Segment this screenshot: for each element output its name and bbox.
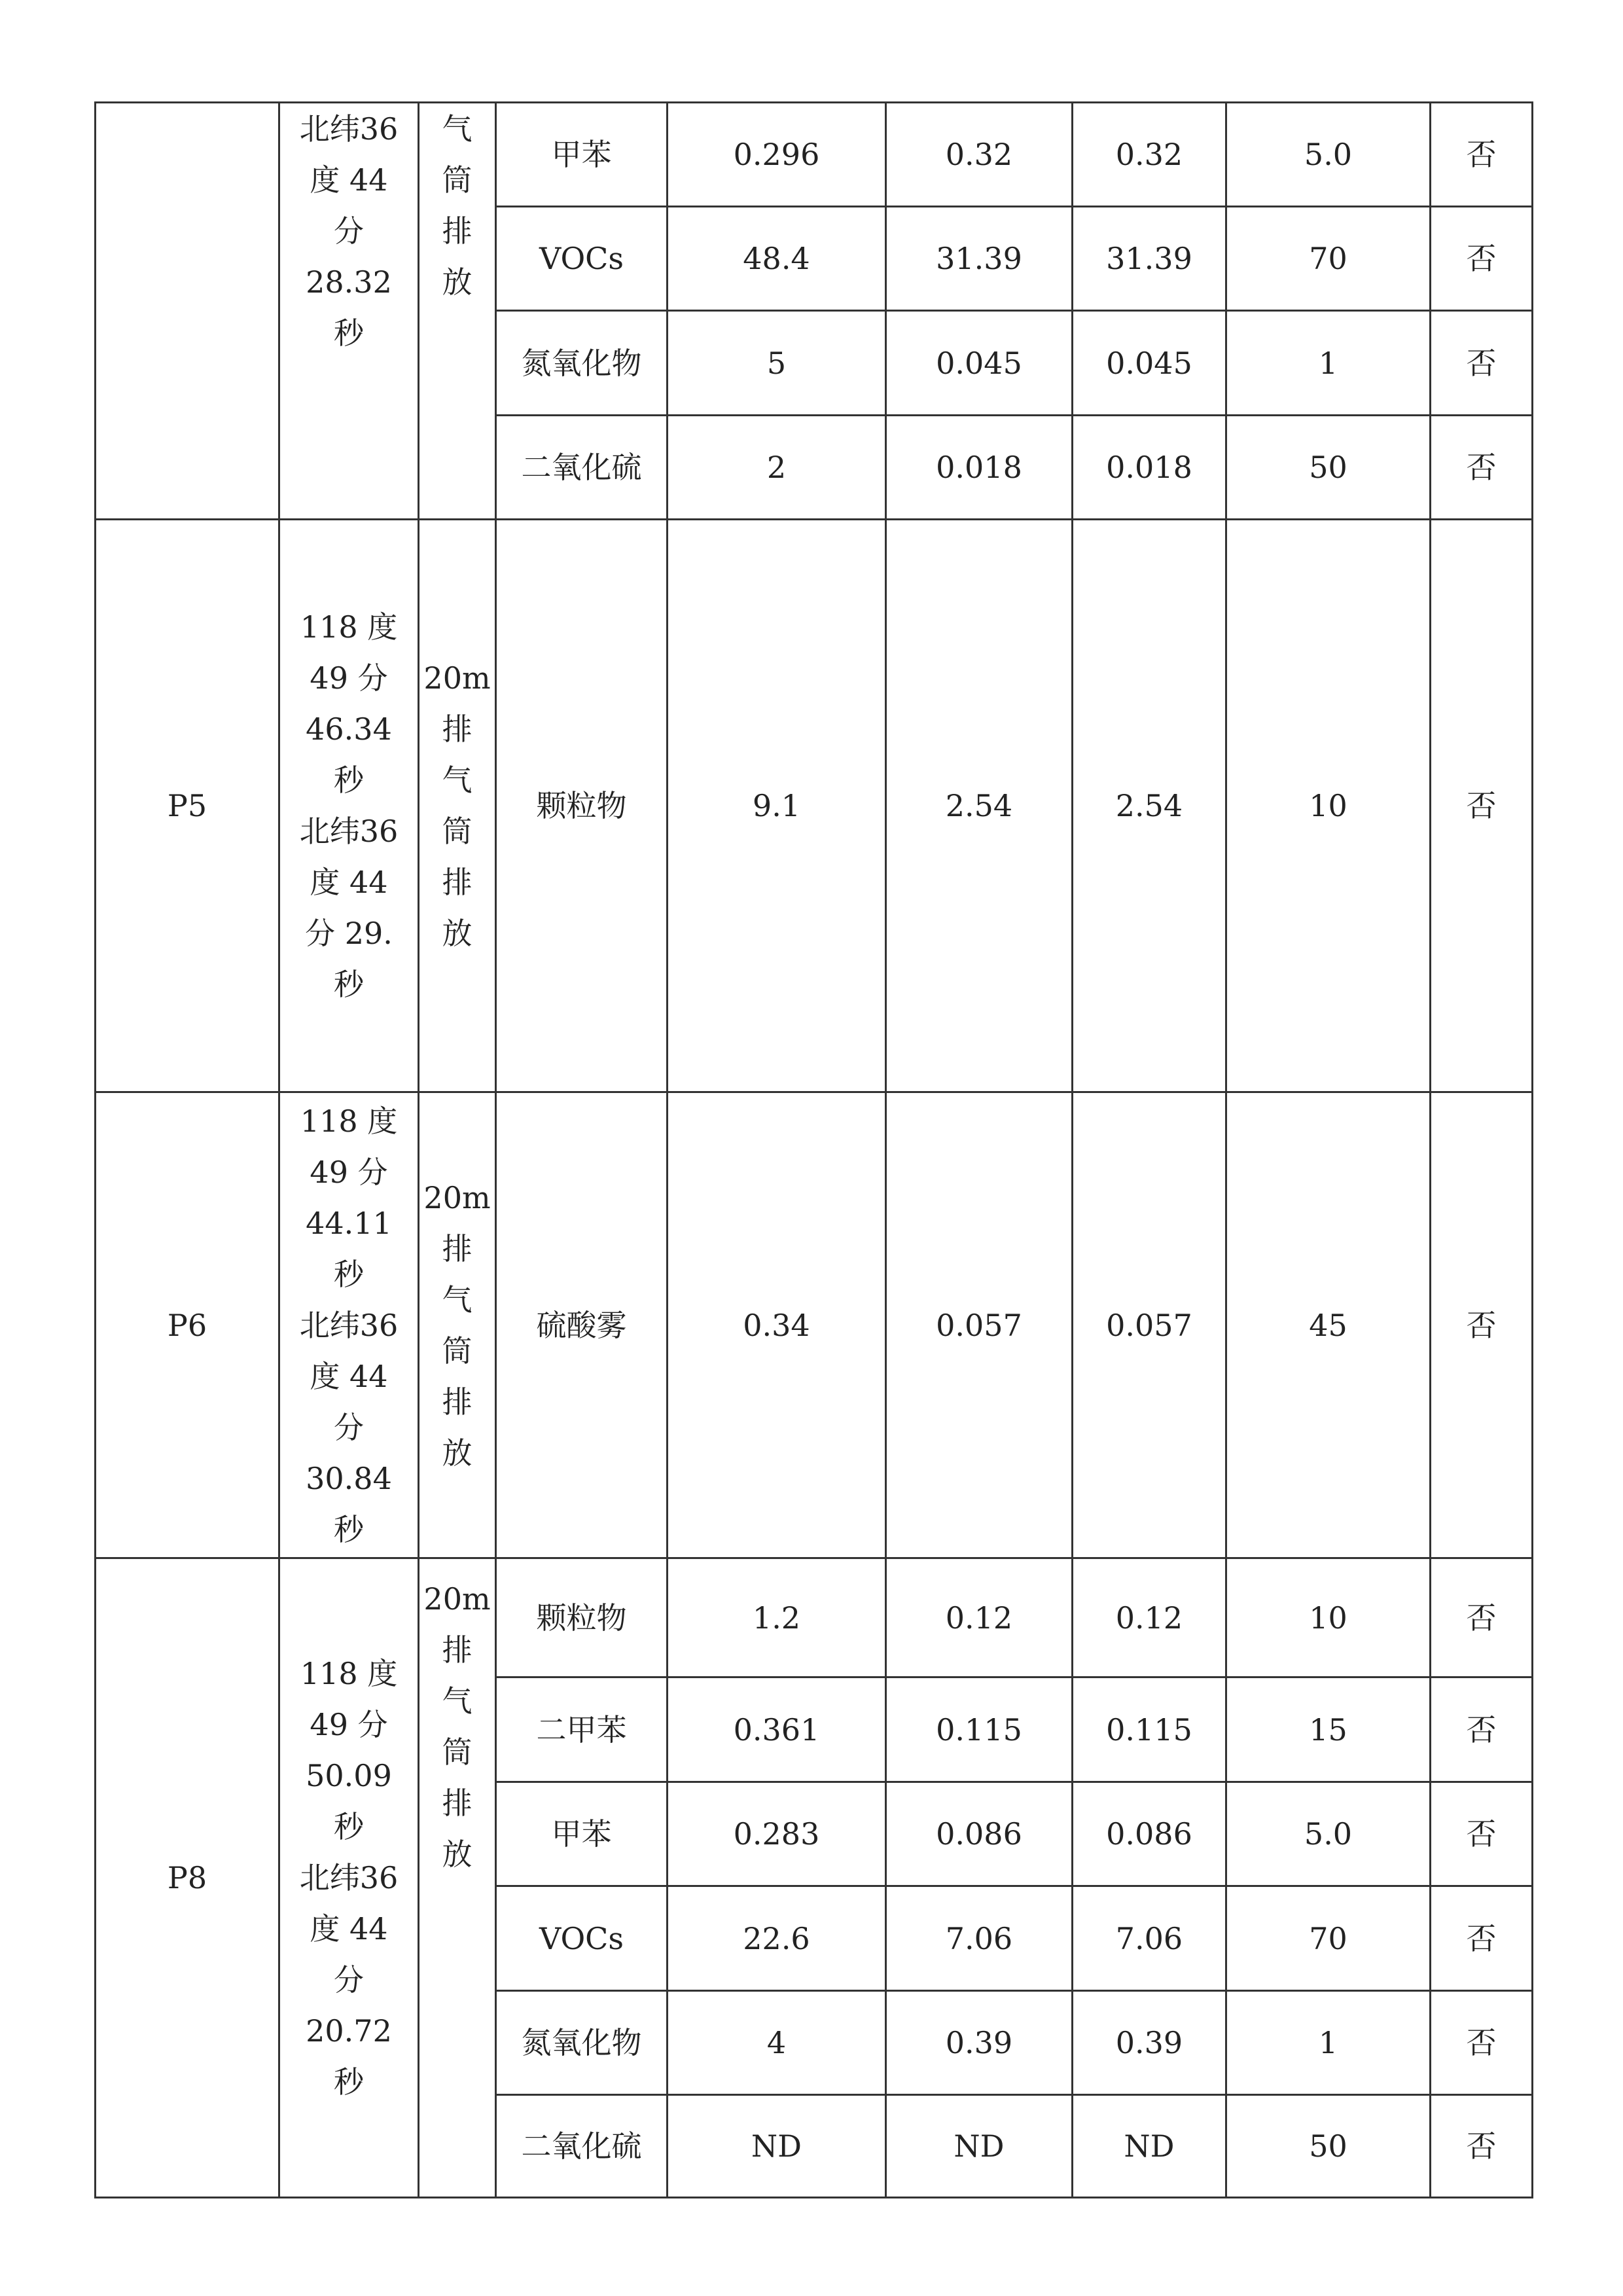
pollutant-cell: 氮氧化物 bbox=[496, 1991, 668, 2095]
location-cell: 118 度 49 分 46.34 秒 北纬36 度 44 分 29. 秒 bbox=[279, 520, 419, 1092]
discharge-method-cell: 20m 排 气 筒 排 放 bbox=[419, 520, 496, 1092]
limit-cell: 10 bbox=[1226, 520, 1431, 1092]
value-cell: 7.06 bbox=[886, 1886, 1073, 1991]
pollutant-cell: 二氧化硫 bbox=[496, 2095, 668, 2198]
pollutant-cell: 颗粒物 bbox=[496, 1558, 668, 1677]
value-cell: 0.296 bbox=[668, 103, 886, 207]
limit-cell: 70 bbox=[1226, 207, 1431, 311]
value-cell: 0.018 bbox=[1073, 416, 1226, 520]
limit-cell: 1 bbox=[1226, 1991, 1431, 2095]
value-cell: 0.086 bbox=[1073, 1782, 1226, 1886]
exceed-cell: 否 bbox=[1431, 1092, 1533, 1558]
value-cell: 0.361 bbox=[668, 1677, 886, 1782]
pollutant-cell: 颗粒物 bbox=[496, 520, 668, 1092]
source-id-cell: P6 bbox=[96, 1092, 279, 1558]
exceed-cell: 否 bbox=[1431, 1782, 1533, 1886]
exceed-cell: 否 bbox=[1431, 1991, 1533, 2095]
source-id-cell: P8 bbox=[96, 1558, 279, 2198]
source-id-cell bbox=[96, 103, 279, 520]
exceed-cell: 否 bbox=[1431, 1558, 1533, 1677]
pollutant-cell: 二甲苯 bbox=[496, 1677, 668, 1782]
limit-cell: 5.0 bbox=[1226, 1782, 1431, 1886]
exceed-cell: 否 bbox=[1431, 103, 1533, 207]
pollutant-cell: 氮氧化物 bbox=[496, 311, 668, 416]
discharge-method-cell: 气 筒 排 放 bbox=[419, 103, 496, 520]
limit-cell: 45 bbox=[1226, 1092, 1431, 1558]
pollutant-cell: 硫酸雾 bbox=[496, 1092, 668, 1558]
value-cell: 5 bbox=[668, 311, 886, 416]
value-cell: 2 bbox=[668, 416, 886, 520]
value-cell: 31.39 bbox=[886, 207, 1073, 311]
value-cell: 0.045 bbox=[886, 311, 1073, 416]
discharge-method-cell: 20m 排 气 筒 排 放 bbox=[419, 1558, 496, 2198]
limit-cell: 5.0 bbox=[1226, 103, 1431, 207]
limit-cell: 15 bbox=[1226, 1677, 1431, 1782]
value-cell: 31.39 bbox=[1073, 207, 1226, 311]
exceed-cell: 否 bbox=[1431, 207, 1533, 311]
value-cell: 7.06 bbox=[1073, 1886, 1226, 1991]
discharge-method-cell: 20m 排 气 筒 排 放 bbox=[419, 1092, 496, 1558]
value-cell: 1.2 bbox=[668, 1558, 886, 1677]
value-cell: 0.32 bbox=[886, 103, 1073, 207]
value-cell: 0.045 bbox=[1073, 311, 1226, 416]
value-cell: ND bbox=[1073, 2095, 1226, 2198]
exceed-cell: 否 bbox=[1431, 311, 1533, 416]
value-cell: 0.32 bbox=[1073, 103, 1226, 207]
exceed-cell: 否 bbox=[1431, 520, 1533, 1092]
source-id-cell: P5 bbox=[96, 520, 279, 1092]
table-row bbox=[96, 1092, 1533, 1558]
pollutant-cell: 甲苯 bbox=[496, 103, 668, 207]
emissions-table bbox=[94, 101, 1533, 2198]
value-cell: 22.6 bbox=[668, 1886, 886, 1991]
exceed-cell: 否 bbox=[1431, 1886, 1533, 1991]
value-cell: 0.12 bbox=[886, 1558, 1073, 1677]
exceed-cell: 否 bbox=[1431, 416, 1533, 520]
value-cell: 0.39 bbox=[1073, 1991, 1226, 2095]
location-cell: 北纬36 度 44 分 28.32 秒 bbox=[279, 103, 419, 520]
table-row bbox=[96, 103, 1533, 207]
table-row bbox=[96, 1558, 1533, 1677]
value-cell: 0.115 bbox=[886, 1677, 1073, 1782]
limit-cell: 50 bbox=[1226, 416, 1431, 520]
location-cell: 118 度 49 分 50.09 秒 北纬36 度 44 分 20.72 秒 bbox=[279, 1558, 419, 2198]
value-cell: 0.283 bbox=[668, 1782, 886, 1886]
value-cell: ND bbox=[886, 2095, 1073, 2198]
value-cell: ND bbox=[668, 2095, 886, 2198]
table-row bbox=[96, 520, 1533, 1092]
value-cell: 0.018 bbox=[886, 416, 1073, 520]
pollutant-cell: VOCs bbox=[496, 207, 668, 311]
location-cell: 118 度 49 分 44.11 秒 北纬36 度 44 分 30.84 秒 bbox=[279, 1092, 419, 1558]
value-cell: 0.39 bbox=[886, 1991, 1073, 2095]
limit-cell: 10 bbox=[1226, 1558, 1431, 1677]
value-cell: 2.54 bbox=[886, 520, 1073, 1092]
exceed-cell: 否 bbox=[1431, 2095, 1533, 2198]
value-cell: 0.115 bbox=[1073, 1677, 1226, 1782]
value-cell: 0.34 bbox=[668, 1092, 886, 1558]
emissions-table-body bbox=[96, 103, 1533, 2198]
value-cell: 4 bbox=[668, 1991, 886, 2095]
value-cell: 2.54 bbox=[1073, 520, 1226, 1092]
value-cell: 48.4 bbox=[668, 207, 886, 311]
pollutant-cell: 二氧化硫 bbox=[496, 416, 668, 520]
pollutant-cell: VOCs bbox=[496, 1886, 668, 1991]
limit-cell: 1 bbox=[1226, 311, 1431, 416]
exceed-cell: 否 bbox=[1431, 1677, 1533, 1782]
value-cell: 0.057 bbox=[886, 1092, 1073, 1558]
limit-cell: 50 bbox=[1226, 2095, 1431, 2198]
value-cell: 9.1 bbox=[668, 520, 886, 1092]
pollutant-cell: 甲苯 bbox=[496, 1782, 668, 1886]
value-cell: 0.057 bbox=[1073, 1092, 1226, 1558]
value-cell: 0.086 bbox=[886, 1782, 1073, 1886]
limit-cell: 70 bbox=[1226, 1886, 1431, 1991]
value-cell: 0.12 bbox=[1073, 1558, 1226, 1677]
